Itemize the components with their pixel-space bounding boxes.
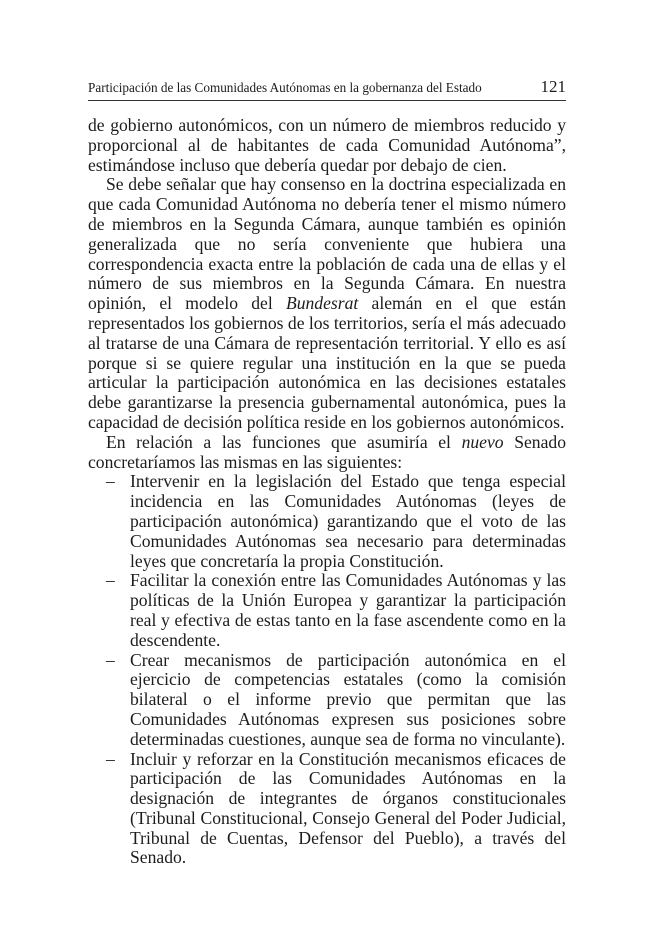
dash-marker: – bbox=[106, 649, 115, 670]
functions-list bbox=[88, 472, 566, 868]
header-rule bbox=[88, 100, 566, 101]
paragraph-continuation: de gobierno autonómicos, con un número de miembros reducido y proporcional al de habitantes de cada Comunidad Autónoma”, estimándose incluso que debería quedar por debajo de cien. bbox=[88, 115, 566, 175]
list-item-text: Crear mecanismos de participación autonómica en el ejercicio de competencias estatales (como la comisión bilateral o el informe previo que permitan que las Comunidades Autónomas expresen sus posiciones sobre determinadas cuestiones, aunque sea de forma no vinculante). bbox=[130, 649, 566, 749]
italic-term: Bundesrat bbox=[285, 293, 359, 314]
running-title: Participación de las Comunidades Autónomas en la gobernanza del Estado bbox=[88, 80, 482, 95]
paragraph-text: alemán en el que están representados los gobiernos de los territorios, sería el más adecuado al tratarse de una Cámara de representación territorial. Y ello es así porque si se quiere regular una institución en la que se pueda articular la participación autonómica en las decisiones estatales debe garantizarse la presencia gubernamental autonómica, pues la capacidad de decisión política reside en los gobiernos autonómicos. bbox=[88, 293, 566, 432]
list-item bbox=[88, 750, 566, 869]
running-head bbox=[88, 79, 566, 96]
dash-marker: – bbox=[106, 748, 115, 769]
list-item bbox=[88, 472, 566, 571]
paragraph-bundesrat bbox=[88, 175, 566, 432]
list-item-text: Intervenir en la legislación del Estado que tenga especial incidencia en las Comunidades Autónomas (leyes de participación autonómica) garantizando que el voto de las Comunidades Autónomas sea necesario para determinadas leyes que concretaría la propia Constitución. bbox=[130, 471, 566, 571]
page-number: 121 bbox=[540, 77, 566, 96]
dash-marker: – bbox=[106, 471, 115, 492]
paragraph-text: Senado concretaríamos las mismas en las siguientes: bbox=[88, 431, 566, 472]
body-text bbox=[88, 116, 566, 868]
italic-term: nuevo bbox=[461, 431, 504, 452]
list-item bbox=[88, 651, 566, 750]
dash-marker: – bbox=[106, 570, 115, 591]
paragraph-functions-intro bbox=[88, 433, 566, 473]
list-item-text: Facilitar la conexión entre las Comunidades Autónomas y las políticas de la Unión Europea y garantizar la participación real y efectiva de estas tanto en la fase ascendente como en la descendente. bbox=[130, 570, 566, 650]
list-item bbox=[88, 571, 566, 650]
paragraph-text: Se debe señalar que hay consenso en la doctrina especializada en que cada Comunidad Autónoma no debería tener el mismo número de miembros en la Segunda Cámara, aunque también es opinión generalizada que no sería conveniente que hubiera una correspondencia exacta entre la población de cada una de ellas y el número de sus miembros en la Segunda Cámara. En nuestra opinión, el modelo del bbox=[88, 174, 566, 314]
paragraph-text: En relación a las funciones que asumiría el bbox=[106, 431, 462, 452]
list-item-text: Incluir y reforzar en la Constitución mecanismos eficaces de participación de las Comunidades Autónomas en la designación de integrantes de órganos constitucionales (Tribunal Constitucional, Consejo General del Poder Judicial, Tribunal de Cuentas, Defensor del Pueblo), a través del Senado. bbox=[130, 748, 566, 868]
